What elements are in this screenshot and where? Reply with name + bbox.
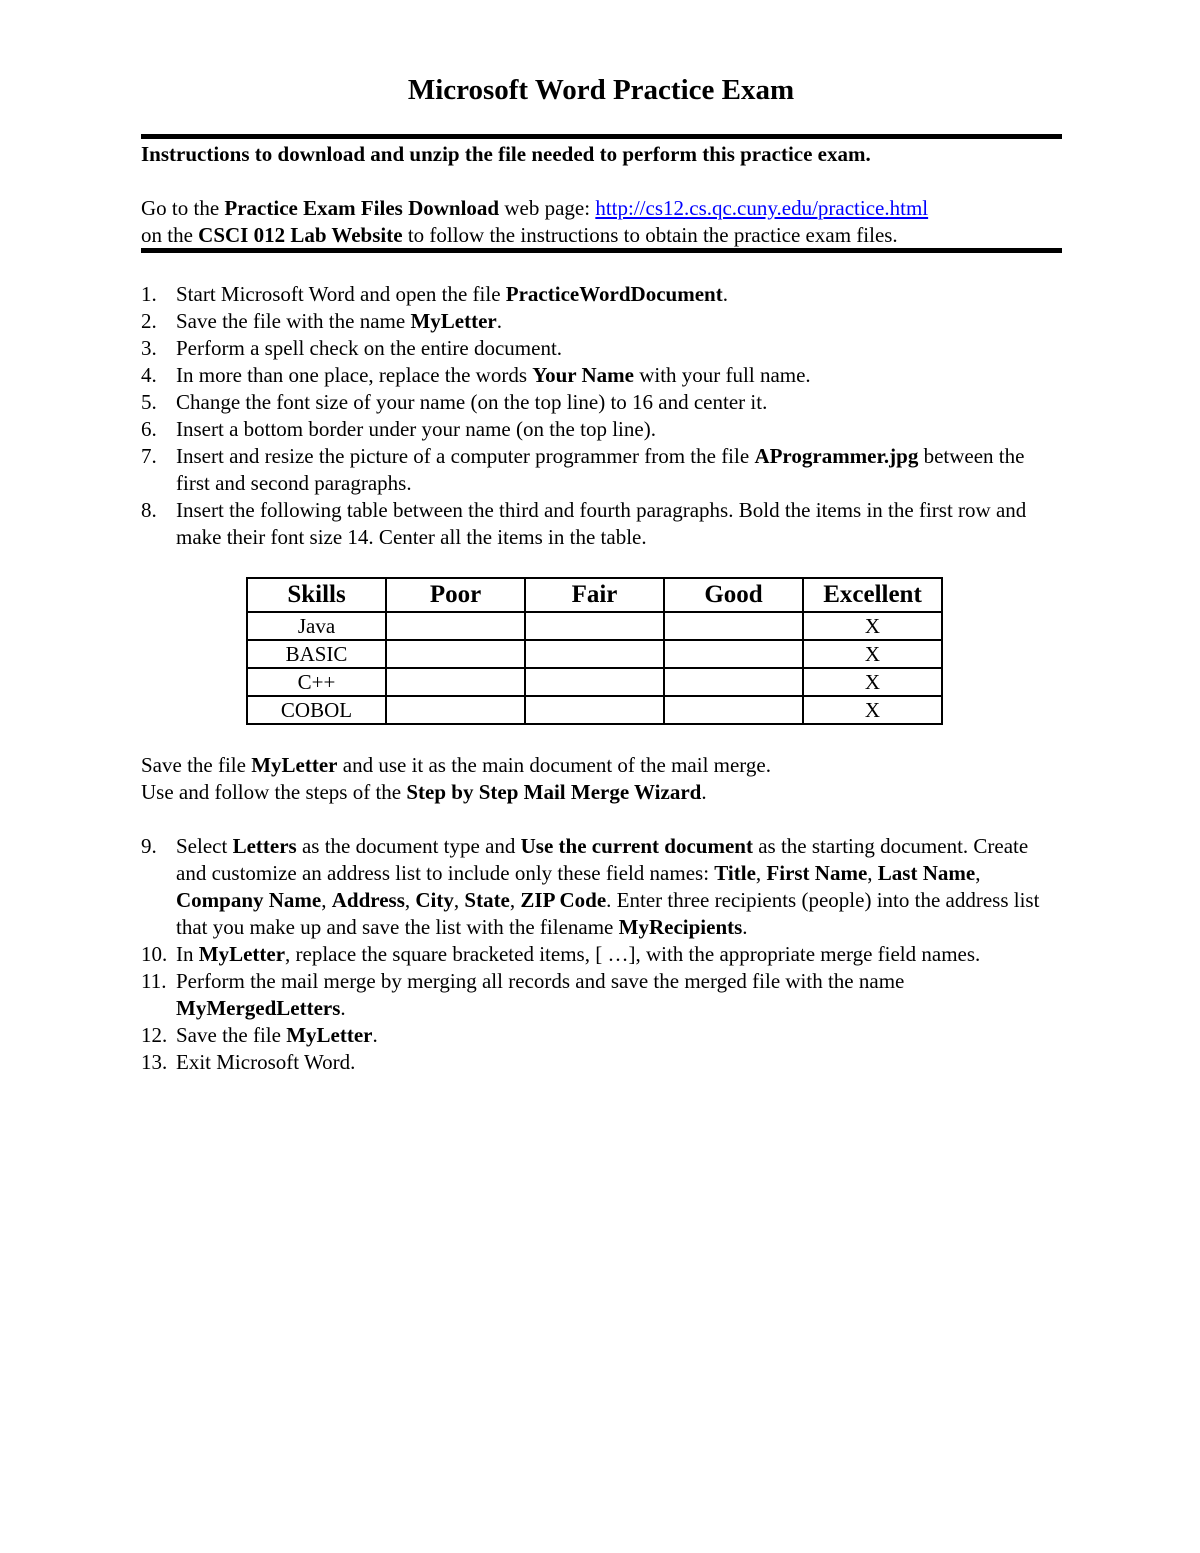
table-cell: COBOL bbox=[247, 696, 386, 724]
steps-list-part2 bbox=[141, 833, 1061, 1076]
skills-table bbox=[246, 577, 943, 725]
table-cell: X bbox=[803, 668, 942, 696]
table-cell bbox=[664, 612, 803, 640]
goto-line2-suffix: to follow the instructions to obtain the practice exam files. bbox=[402, 223, 898, 247]
table-cell: X bbox=[803, 696, 942, 724]
list-item: 1. Start Microsoft Word and open the file PracticeWordDocument. bbox=[141, 282, 728, 306]
table-cell: X bbox=[803, 640, 942, 668]
list-item: 9. Select Letters as the document type and Use the current document as the starting document. Create and customize an address list to include only these field names: Title, First Name, Last Name, Company Name, Address, City, State, ZIP Code. Enter three recipients (people) into the address list that you make up and save the list with the filename MyRecipients. bbox=[141, 834, 1040, 939]
top-rule bbox=[141, 134, 1062, 139]
table-header-cell: Excellent bbox=[803, 578, 942, 612]
list-item: 13. Exit Microsoft Word. bbox=[141, 1050, 356, 1074]
table-cell bbox=[525, 640, 664, 668]
goto-mid: web page: bbox=[499, 196, 596, 220]
table-row bbox=[247, 640, 942, 668]
goto-line2-prefix: on the bbox=[141, 223, 199, 247]
table-cell bbox=[525, 668, 664, 696]
list-item: 8. Insert the following table between the third and fourth paragraphs. Bold the items in the first row and make their font size 14. Center all the items in the table. bbox=[141, 498, 1027, 549]
table-cell bbox=[386, 612, 525, 640]
list-item: 10. In MyLetter, replace the square bracketed items, [ …], with the appropriate merge field names. bbox=[141, 942, 981, 966]
goto-prefix: Go to the bbox=[141, 196, 225, 220]
merge-line-1: Save the file MyLetter and use it as the main document of the mail merge. bbox=[141, 753, 771, 777]
table-cell bbox=[664, 640, 803, 668]
table-cell bbox=[386, 696, 525, 724]
table-cell: Java bbox=[247, 612, 386, 640]
list-item: 4. In more than one place, replace the words Your Name with your full name. bbox=[141, 363, 811, 387]
table-row bbox=[247, 696, 942, 724]
table-cell: C++ bbox=[247, 668, 386, 696]
table-cell bbox=[525, 696, 664, 724]
table-cell bbox=[664, 696, 803, 724]
table-cell bbox=[664, 668, 803, 696]
list-item: 7. Insert and resize the picture of a computer programmer from the file AProgrammer.jpg between the first and second paragraphs. bbox=[141, 444, 1025, 495]
bottom-rule bbox=[141, 248, 1062, 253]
table-header-cell: Poor bbox=[386, 578, 525, 612]
practice-url-link[interactable]: http://cs12.cs.qc.cuny.edu/practice.html bbox=[595, 196, 929, 220]
list-item: 6. Insert a bottom border under your name (on the top line). bbox=[141, 417, 656, 441]
page-title: Microsoft Word Practice Exam bbox=[407, 74, 795, 106]
table-header-cell: Fair bbox=[525, 578, 664, 612]
download-page-name: Practice Exam Files Download bbox=[224, 196, 500, 220]
list-item: 12. Save the file MyLetter. bbox=[141, 1023, 378, 1047]
steps-list-part1 bbox=[141, 281, 1061, 551]
table-header-cell: Skills bbox=[247, 578, 386, 612]
list-item: 2. Save the file with the name MyLetter. bbox=[141, 309, 502, 333]
table-row bbox=[247, 668, 942, 696]
table-header-cell: Good bbox=[664, 578, 803, 612]
table-row bbox=[247, 612, 942, 640]
download-instructions bbox=[141, 195, 928, 249]
table-header-row bbox=[247, 578, 942, 612]
list-item: 11. Perform the mail merge by merging all records and save the merged file with the name MyMergedLetters. bbox=[141, 969, 905, 1020]
list-item: 5. Change the font size of your name (on the top line) to 16 and center it. bbox=[141, 390, 768, 414]
merge-line-2: Use and follow the steps of the Step by Step Mail Merge Wizard. bbox=[141, 780, 707, 804]
table-cell bbox=[386, 668, 525, 696]
table-cell bbox=[525, 612, 664, 640]
lab-website-name: CSCI 012 Lab Website bbox=[198, 223, 403, 247]
instructions-heading: Instructions to download and unzip the file needed to perform this practice exam. bbox=[141, 142, 871, 166]
table-cell: X bbox=[803, 612, 942, 640]
table-cell bbox=[386, 640, 525, 668]
table-cell: BASIC bbox=[247, 640, 386, 668]
mail-merge-paragraph bbox=[141, 752, 1061, 806]
list-item: 3. Perform a spell check on the entire document. bbox=[141, 336, 563, 360]
